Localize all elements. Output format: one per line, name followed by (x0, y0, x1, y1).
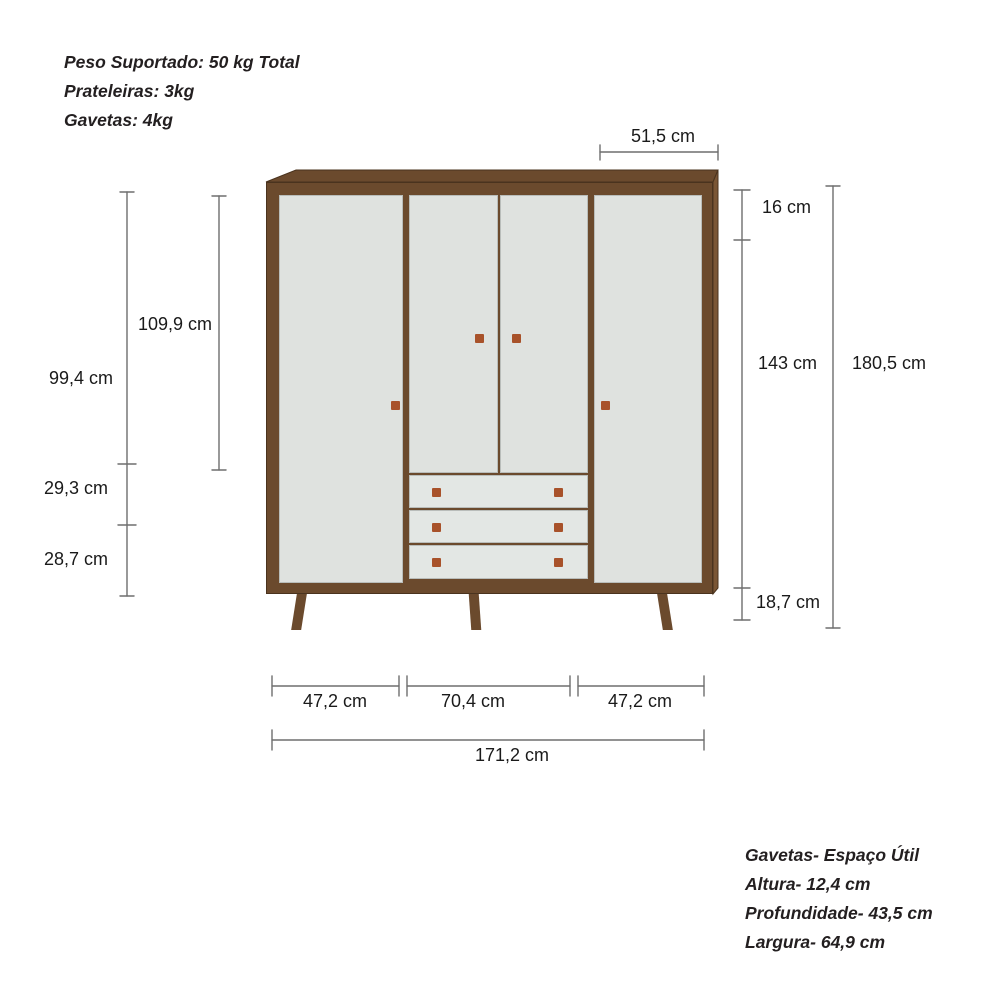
label-right-bottom: 18,7 cm (756, 592, 821, 612)
knob-drawer-middle-right (554, 523, 563, 532)
knob-left-door (391, 401, 400, 410)
note-line-4: Largura- 64,9 cm (745, 932, 886, 952)
drawer-top (409, 475, 588, 508)
label-left-inner-mid: 29,3 cm (44, 478, 109, 498)
spec-line-2: Prateleiras: 3kg (64, 81, 195, 101)
label-right-top: 16 cm (762, 197, 812, 217)
label-right-mid: 143 cm (758, 353, 818, 373)
label-depth: 51,5 cm (631, 126, 696, 146)
leg-center (469, 594, 482, 630)
knob-center-left (475, 334, 484, 343)
note-line-2: Altura- 12,4 cm (745, 874, 871, 894)
door-center-right (500, 195, 588, 473)
door-center-left (409, 195, 498, 473)
drawer-middle (409, 510, 588, 543)
leg-right (657, 594, 673, 630)
label-left-inner-bottom: 28,7 cm (44, 549, 109, 569)
knob-drawer-top-right (554, 488, 563, 497)
spec-line-1: Peso Suportado: 50 kg Total (64, 52, 300, 72)
label-right-outer: 180,5 cm (852, 353, 927, 373)
note-line-1: Gavetas- Espaço Útil (745, 845, 920, 865)
drawer-bottom (409, 545, 588, 579)
label-left-outer: 109,9 cm (138, 314, 213, 334)
knob-drawer-bottom-right (554, 558, 563, 567)
door-right (594, 195, 702, 583)
knob-drawer-middle-left (432, 523, 441, 532)
note-line-3: Profundidade- 43,5 cm (745, 903, 933, 923)
knob-drawer-bottom-left (432, 558, 441, 567)
wardrobe-body (266, 182, 713, 594)
leg-left (291, 594, 307, 630)
label-width-left: 47,2 cm (303, 691, 368, 711)
spec-line-3: Gavetas: 4kg (64, 110, 173, 130)
knob-center-right (512, 334, 521, 343)
knob-drawer-top-left (432, 488, 441, 497)
knob-right-door (601, 401, 610, 410)
door-left (279, 195, 403, 583)
label-width-right: 47,2 cm (608, 691, 673, 711)
label-width-center: 70,4 cm (441, 691, 506, 711)
label-left-inner-top: 99,4 cm (49, 368, 114, 388)
label-width-total: 171,2 cm (475, 745, 550, 765)
